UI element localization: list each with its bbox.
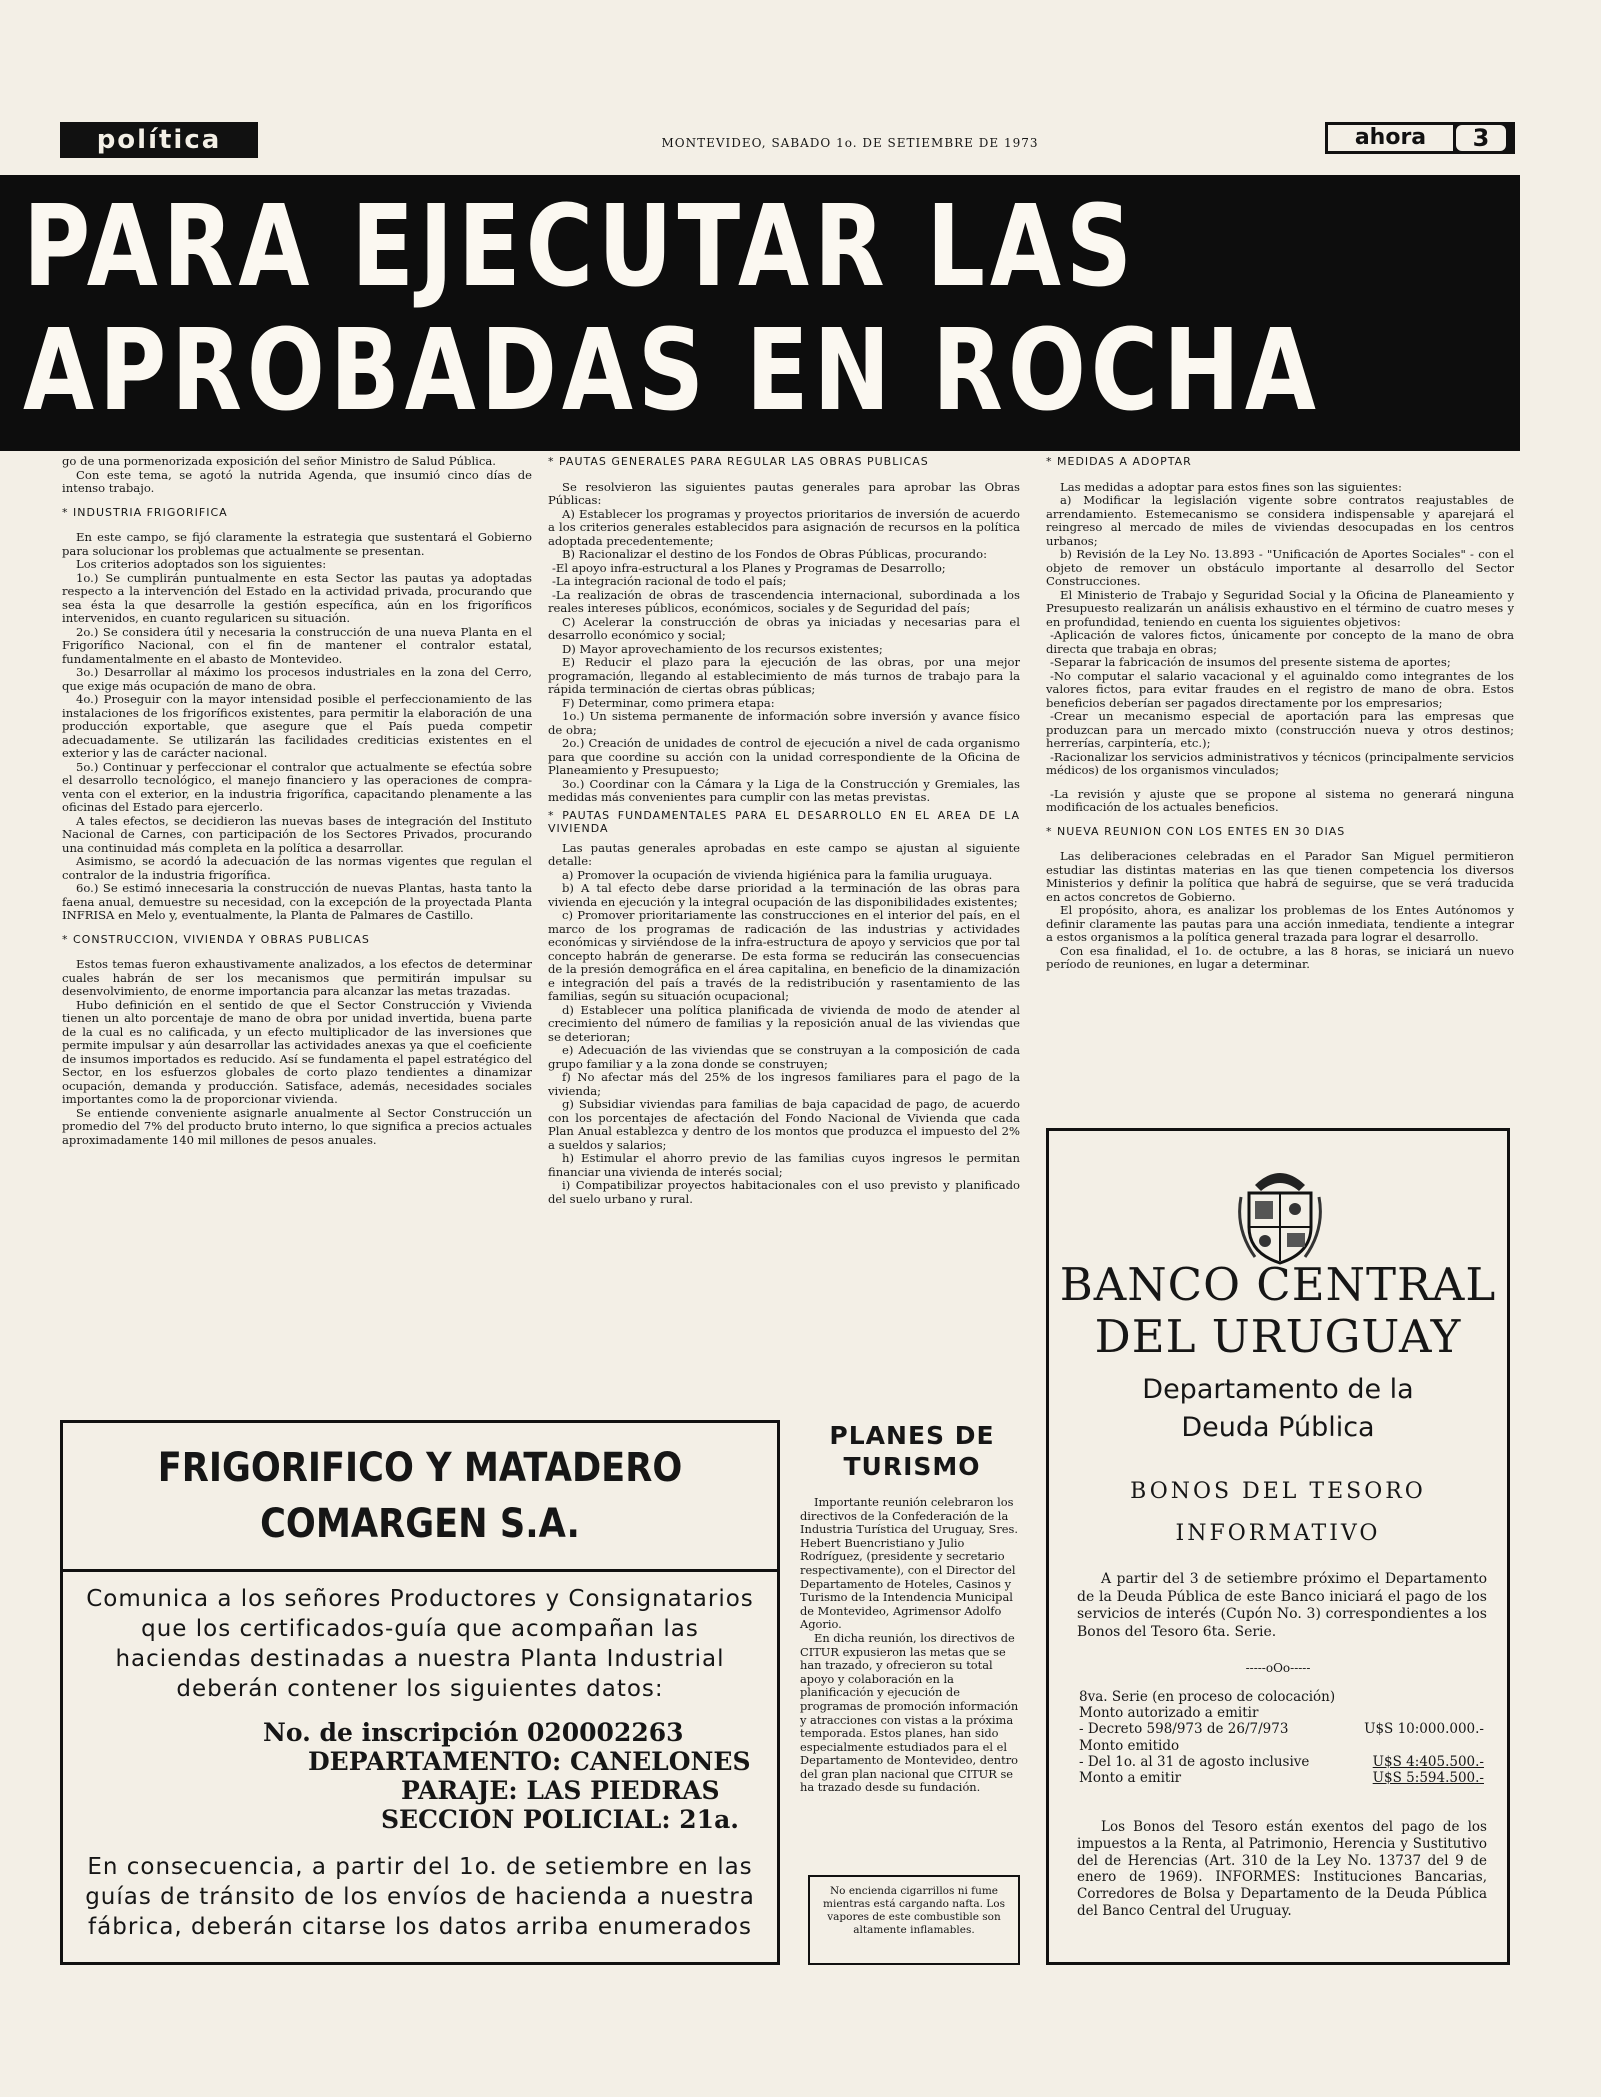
row-label: - Del 1o. al 31 de agosto inclusive: [1079, 1753, 1310, 1770]
paragraph: go de una pormenorizada exposición del señor Ministro de Salud Pública.: [62, 455, 496, 468]
department-line: DEPARTAMENTO: CANELONES: [308, 1747, 751, 1776]
article-column-2: [548, 455, 1020, 1405]
list-item: i) Compatibilizar proyectos habitacionales con el uso previsto y planificado del suelo urbano y rural.: [548, 1178, 1020, 1206]
ad-registration-data: [263, 1718, 777, 1834]
tax-exemption-note: Los Bonos del Tesoro están exentos del pago de los impuestos a la Renta, al Patrimonio, Herencia y Sustitutivo del de Herencias (Art. 310 de la Ley No. 13737 del 9 de enero de 1969). INFORMES: Instituciones Bancarias, Corredores de Bolsa y Departamento de la Deuda Pública del Banco Central del Uruguay.: [1077, 1819, 1487, 1919]
row-label: Monto emitido: [1079, 1737, 1180, 1754]
list-item: a) Modificar la legislación vigente sobre contratos reajustables de arrendamiento. Estemecanismo se considera indispensable y aparejará el reingreso al mercado de miles de viviendas desocupadas en los centros urbanos;: [1046, 493, 1514, 548]
section-heading: * PAUTAS FUNDAMENTALES PARA EL DESARROLLO EN EL AREA DE LA VIVIENDA: [548, 808, 1020, 835]
advertisement-banco-central: [1046, 1128, 1510, 1965]
list-item: B) Racionalizar el destino de los Fondos de Obras Públicas, procurando:: [562, 547, 987, 561]
paragraph: El propósito, ahora, es analizar los problemas de los Entes Autónomos y definir claramente las pautas para una acción inmediata, tendiente a integrar a estos organismos a la política general trazada para lograr el desarrollo.: [1046, 903, 1514, 944]
paragraph: Se resolvieron las siguientes pautas generales para aprobar las Obras Públicas:: [548, 479, 1020, 507]
article-title: [792, 1420, 1032, 1482]
list-item: -La integración racional de todo el país;: [552, 574, 787, 588]
row-amount: U$S 10:000.000.-: [1364, 1721, 1484, 1738]
table-row: [1079, 1738, 1484, 1754]
advertisement-frigorifico: [60, 1420, 780, 1965]
paragraph: A tales efectos, se decidieron las nuevas bases de integración del Instituto Nacional de Carnes, con participación de los Sectores Privados, procurando una continuidad más completa en la política a desarrollar.: [62, 813, 532, 855]
paragraph: Asimismo, se acordó la adecuación de las normas vigentes que regulan el contralor de la industria frigorífica.: [62, 854, 532, 882]
list-item: -Racionalizar los servicios administrativos y técnicos (principalmente servicios médicos) de los organismos vinculados;: [1046, 749, 1514, 777]
list-item: -No computar el salario vacacional y el aguinaldo como integrantes de los valores fictos, para evitar fraudes en el registro de mano de obra. Estos beneficios deberían ser pagados directamente por los empresarios;: [1046, 668, 1514, 710]
paragraph: Con esa finalidad, el 1o. de octubre, a las 8 horas, se iniciará un nuevo período de reuniones, en lugar a determinar.: [1046, 943, 1514, 971]
issue-table: [1079, 1689, 1484, 1786]
registration-number: No. de inscripción 020002263: [263, 1718, 684, 1747]
list-item: 4o.) Proseguir con la mayor intensidad posible el perfeccionamiento de las instalaciones de los frigoríficos existentes, para permitir la elaboración de una producción exportable, que asegure que el País pueda competir adecuadamente. Se utilizarán las facilidades crediticias existentes en el exterior y las de carácter nacional.: [62, 692, 532, 760]
paragraph: Las pautas generales aprobadas en este campo se ajustan al siguiente detalle:: [548, 840, 1020, 868]
headline-banner: [0, 175, 1520, 451]
list-item: 3o.) Desarrollar al máximo los procesos industriales en la zona del Cerro, que exige más ocupación de mano de obra.: [62, 665, 532, 693]
list-item: C) Acelerar la construcción de obras ya iniciadas y necesarias para el desarrollo económico y social;: [548, 614, 1020, 642]
locality-line: PARAJE: LAS PIEDRAS: [401, 1776, 720, 1805]
bonos-subtitle: INFORMATIVO: [1175, 1521, 1381, 1546]
newspaper-name: ahora: [1328, 125, 1453, 151]
department-name: [1049, 1371, 1507, 1447]
list-item: b) A tal efecto debe darse prioridad a la terminación de las obras para vivienda en ejecución y la integral ocupación de las disponibilidades existentes;: [548, 881, 1020, 909]
list-item: 3o.) Coordinar con la Cámara y la Liga de la Construcción y Gremiales, las medidas más convenientes para cumplir con las metas previstas.: [548, 776, 1020, 804]
article-body: [800, 1496, 1024, 1795]
newspaper-logo: [1325, 122, 1515, 154]
table-row: [1079, 1770, 1484, 1786]
bonos-title: BONOS DEL TESORO: [1130, 1479, 1426, 1504]
paragraph: Hubo definición en el sentido de que el Sector Construcción y Vivienda tienen un alto porcentaje de mano de obra por unidad invertida, buena parte de la cual es no calificada, y un efecto multiplicador de las inversiones que permite impulsar y aún desarrollar las actividades anexas ya que el coeficiente de insumos importados es reducido. Así se fundamenta el papel estratégico del Sector, en los esfuerzos globales de corto plazo tendientes a dinamizar ocupación, demanda y producción. Satisface, además, necesidades sociales importantes como la de proporcionar vivienda.: [62, 997, 532, 1106]
headline-line-2: APROBADAS EN ROCHA: [22, 306, 1321, 436]
page-header: [60, 122, 1515, 162]
safety-notice: No encienda cigarrillos ni fume mientras está cargando nafta. Los vapores de este combustible son altamente inflamables.: [808, 1875, 1020, 1965]
row-label: Monto autorizado a emitir: [1079, 1705, 1259, 1722]
table-row: [1079, 1721, 1484, 1737]
table-row: [1079, 1705, 1484, 1721]
paragraph: El Ministerio de Trabajo y Seguridad Social y la Oficina de Planeamiento y Presupuesto realizarán un análisis exhaustivo en el término de cuatro meses y en profundidad, teniendo en cuenta los siguientes objetivos:: [1046, 587, 1514, 629]
list-item: e) Adecuación de las viviendas que se construyan a la composición de cada grupo familiar y a la zona donde se construyen;: [548, 1043, 1020, 1071]
list-item: d) Establecer una política planificada de vivienda de modo de atender al crecimiento del número de familias y la reposición anual de las viviendas que se deterioran;: [548, 1002, 1020, 1044]
list-item: -El apoyo infra-estructural a los Planes y Programas de Desarrollo;: [552, 560, 946, 575]
payment-announcement: A partir del 3 de setiembre próximo el Departamento de la Deuda Pública de este Banco iniciará el pago de los servicios de interés (Cupón No. 3) correspondientes a los Bonos del Tesoro 6ta. Serie.: [1077, 1571, 1487, 1640]
bonos-heading: [1049, 1471, 1507, 1555]
list-item: g) Subsidiar viviendas para familias de baja capacidad de pago, de acuerdo con los porcentajes de afectación del Fondo Nacional de Vivienda que cada Plan Anual establezca y dentro de los montos que produzca el impuesto del 2% a sueldos y salarios;: [548, 1097, 1020, 1152]
list-item: D) Mayor aprovechamiento de los recursos existentes;: [562, 641, 883, 656]
list-item: -La revisión y ajuste que se propone al sistema no generará ninguna modificación de los actuales beneficios.: [1046, 786, 1514, 814]
row-amount: U$S 4:405.500.-: [1372, 1753, 1484, 1770]
bank-name-line-1: BANCO CENTRAL: [1059, 1258, 1497, 1311]
list-item: -Aplicación de valores fictos, únicamente por concepto de la mano de obra directa que trabaja en obras;: [1046, 628, 1514, 656]
list-item: 1o.) Un sistema permanente de información sobre inversión y avance físico de obra;: [548, 709, 1020, 737]
paragraph: Con este tema, se agotó la nutrida Agenda, que insumió cinco días de intenso trabajo.: [62, 467, 532, 495]
list-item: -Separar la fabricación de insumos del presente sistema de aportes;: [1050, 655, 1451, 669]
section-heading: * CONSTRUCCION, VIVIENDA Y OBRAS PUBLICAS: [62, 932, 370, 946]
table-row: [1079, 1689, 1484, 1705]
paragraph: Las medidas a adoptar para estos fines son las siguientes:: [1060, 479, 1402, 494]
article-column-3: [1046, 455, 1514, 1125]
title-line-2: TURISMO: [843, 1452, 981, 1481]
divider: [63, 1569, 777, 1572]
list-item: A) Establecer los programas y proyectos prioritarios de inversión de acuerdo a los criterios generales establecidos para asignación de recursos en la política adoptada precedentemente;: [548, 506, 1020, 548]
list-item: -Crear un mecanismo especial de aportación para las empresas que produzcan para un mercado mixto (construcción nueva y otros destinos; herrerías, carpintería, etc.);: [1046, 709, 1514, 750]
headline-line-1: PARA EJECUTAR LAS: [22, 182, 1137, 312]
page-number: 3: [1456, 125, 1506, 151]
paragraph: En este campo, se fijó claramente la estrategia que sustentará el Gobierno para solucionar los problemas que actualmente se presentan.: [62, 530, 532, 558]
list-item: b) Revisión de la Ley No. 13.893 - "Unificación de Aportes Sociales" - con el objeto de remover un obstáculo importante al desarrollo del Sector Construcciones.: [1046, 547, 1514, 588]
paragraph: Los criterios adoptados son los siguientes:: [76, 557, 327, 571]
title-line-1: PLANES DE: [829, 1421, 995, 1450]
list-item: 5o.) Continuar y perfeccionar el contralor que actualmente se efectúa sobre el desarrollo tecnológico, el manejo financiero y las operaciones de compra-venta con el exterior, en la industria frigorífica, capacitando plenamente a las oficinas del Estado para ejercerlo.: [62, 759, 532, 814]
row-label: - Decreto 598/973 de 26/7/973: [1079, 1721, 1289, 1738]
dateline: MONTEVIDEO, SABADO 1o. DE SETIEMBRE DE 1973: [661, 136, 1039, 150]
ad-body: Comunica a los señores Productores y Consignatarios que los certificados-guía que acompañan las haciendas destinadas a nuestra Planta Industrial deberán contener los siguientes datos:: [86, 1586, 754, 1702]
row-label: 8va. Serie (en proceso de colocación): [1079, 1689, 1336, 1705]
list-item: a) Promover la ocupación de vivienda higiénica para la familia uruguaya.: [562, 867, 993, 882]
paragraph: Se entiende conveniente asignarle anualmente al Sector Construcción un promedio del 7% del producto bruto interno, lo que significa a precios actuales aproximadamente 140 mil millones de pesos anuales.: [62, 1105, 532, 1147]
ad-closing: En consecuencia, a partir del 1o. de setiembre en las guías de tránsito de los envíos de hacienda a nuestra fábrica, deberán citarse los datos arriba enumerados: [85, 1854, 755, 1940]
paragraph: Importante reunión celebraron los directivos de la Confederación de la Industria Turística del Uruguay, Sres. Hebert Buencristiano y Julio Rodríguez, (presidente y secretario respectivamente), con el Director del Departamento de Hoteles, Casinos y Turismo de la Intendencia Municipal de Montevideo, Agrimensor Adolfo Agorio.: [800, 1495, 1018, 1632]
police-section-line: SECCION POLICIAL: 21a.: [381, 1805, 739, 1834]
ad-title: FRIGORIFICO Y MATADERO: [157, 1445, 683, 1491]
section-heading: * INDUSTRIA FRIGORIFICA: [62, 505, 228, 519]
section-heading: * MEDIDAS A ADOPTAR: [1046, 455, 1192, 468]
row-label: Monto a emitir: [1079, 1769, 1182, 1786]
table-row: [1079, 1754, 1484, 1770]
separator: -----oOo-----: [1245, 1661, 1311, 1675]
list-item: 6o.) Se estimó innecesaria la construcción de nuevas Plantas, hasta tanto la faena anual, demuestre su necesidad, con la excepción de la proyectada Planta INFRISA en Melo y, eventualmente, la Planta de Palmares de Castillo.: [62, 881, 532, 922]
section-heading: * PAUTAS GENERALES PARA REGULAR LAS OBRAS PUBLICAS: [548, 455, 929, 468]
paragraph: Estos temas fueron exhaustivamente analizados, a los efectos de determinar cuales habrán de ser los mecanismos que permitirán impulsar su desenvolvimiento, de enorme importancia para alcanzar las metas trazadas.: [62, 957, 532, 998]
paragraph: Las deliberaciones celebradas en el Parador San Miguel permitieron estudiar las distintas materias en las que tienen competencia los diversos Ministerios y definir la política que habrá de seguirse, que se verá traducida en actos concretos de Gobierno.: [1046, 849, 1514, 904]
list-item: E) Reducir el plazo para la ejecución de las obras, por una mejor programación, llegando al establecimiento de más turnos de trabajo para la rápida terminación de ciertas obras públicas;: [548, 655, 1020, 696]
department-line-2: Deuda Pública: [1181, 1412, 1375, 1443]
bank-name: [1049, 1259, 1507, 1363]
section-heading: * NUEVA REUNION CON LOS ENTES EN 30 DIAS: [1046, 824, 1346, 838]
list-item: h) Estimular el ahorro previo de las familias cuyos ingresos le permitan financiar una vivienda de interés social;: [548, 1151, 1020, 1179]
list-item: f) No afectar más del 25% de los ingresos familiares para el pago de la vivienda;: [548, 1070, 1020, 1098]
list-item: -La realización de obras de trascendencia internacional, subordinada a los reales intereses públicos, económicos, sociales y de Seguridad del país;: [548, 587, 1020, 615]
row-amount: U$S 5:594.500.-: [1372, 1769, 1484, 1786]
list-item: 2o.) Creación de unidades de control de ejecución a nivel de cada organismo para que coordine su acción con la unidad correspondiente de la Oficina de Planeamiento y Presupuesto;: [548, 736, 1020, 777]
list-item: F) Determinar, como primera etapa:: [562, 695, 775, 710]
article-column-1: [62, 455, 532, 1410]
ad-company-name: COMARGEN S.A.: [260, 1501, 580, 1547]
list-item: 1o.) Se cumplirán puntualmente en esta Sector las pautas ya adoptadas respecto a la intervención del Estado en la actividad privada, procurando que sea ésta la que desarrolle la gestión específica, aún en los frigoríficos intervenidos, en cuanto regularicen su situación.: [62, 570, 532, 625]
coat-of-arms-icon: [1235, 1157, 1325, 1267]
bank-name-line-2: DEL URUGUAY: [1094, 1310, 1462, 1363]
paragraph: En dicha reunión, los directivos de CITUR expusieron las metas que se han trazado, y ofrecieron su total apoyo y colaboración en la planificación y ejecución de programas de promoción información y atracciones con vistas a la próxima temporada. Estos planes, han sido especialmente estudiados para el el Departamento de Montevideo, dentro del gran plan nacional que CITUR se ha trazado desde su fundación.: [800, 1630, 1019, 1795]
turismo-article: [792, 1420, 1032, 1840]
list-item: 2o.) Se considera útil y necesaria la construcción de una nueva Planta en el Frigorífico Nacional, con el fin de mantener el contralor estatal, fundamentalmente en el abasto de Montevideo.: [62, 624, 532, 666]
department-line-1: Departamento de la: [1142, 1374, 1414, 1405]
list-item: c) Promover prioritariamente las construcciones en el interior del país, en el marco de los programas de radicación de las industrias y actividades económicas y sirviéndose de la infra-estructura de apoyo y servicios que por tal concepto habrán de generarse. De esta forma se reducirán las consecuencias de la presión demográfica en el área capitalina, en beneficio de la dinamización e integración del país a través de la redistribución y rasentamiento de las familias, según su situación ocupacional;: [548, 908, 1020, 1003]
section-tag: política: [60, 122, 258, 158]
